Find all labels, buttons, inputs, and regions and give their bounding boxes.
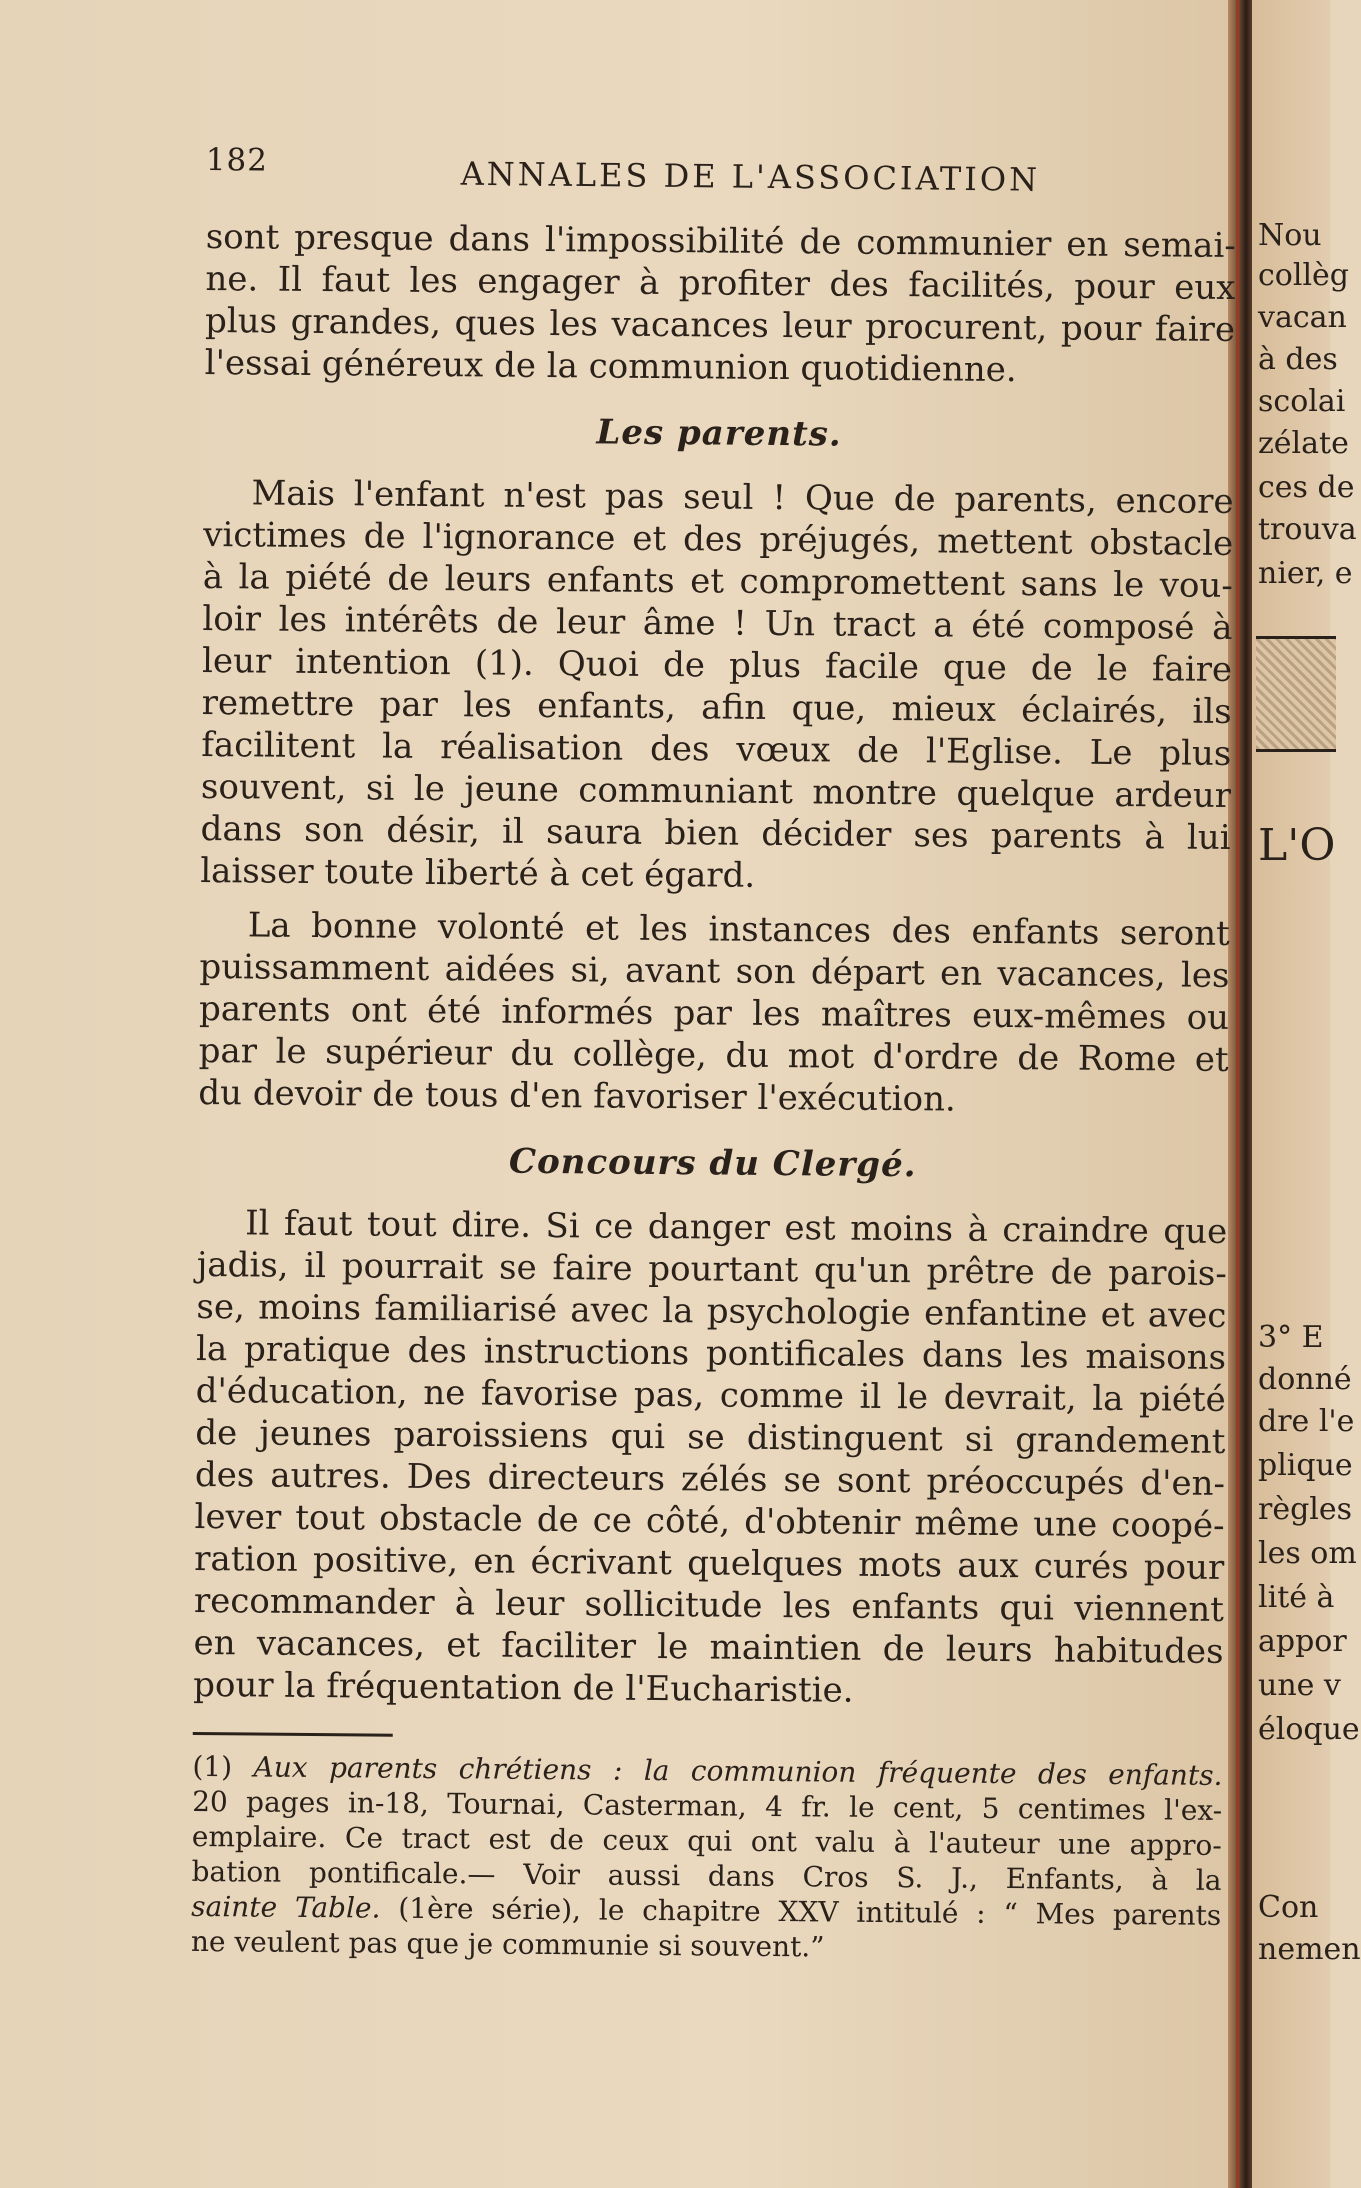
facing-page-fragment: plique xyxy=(1258,1448,1353,1483)
text-line: facilitent la réalisation des vœux de l'Eglise. Le plus xyxy=(201,724,1232,774)
facing-page-fragment: trouva xyxy=(1258,512,1357,547)
text-line: ne. Il faut les engager à profiter des facilités, pour eux xyxy=(205,258,1236,308)
text-line: ration positive, en écrivant quelques mots aux curés pour xyxy=(194,1538,1225,1588)
facing-page-fragment: une v xyxy=(1258,1668,1341,1703)
text-line: victimes de l'ignorance et des préjugés, mettent obstacle xyxy=(203,514,1234,564)
facing-page-fragment: donné xyxy=(1258,1362,1352,1397)
section-heading-parents: Les parents. xyxy=(596,412,842,455)
text-line: des autres. Des directeurs zélés se sont préoccupés d'en- xyxy=(194,1454,1226,1504)
facing-page-fragment: éloque xyxy=(1258,1712,1360,1747)
running-head: ANNALES DE L'ASSOCIATION xyxy=(460,154,1041,199)
paragraph-1 xyxy=(205,216,1236,393)
footnote-line: (1) Aux parents chrétiens : la communion fréquente des enfants. xyxy=(192,1749,1223,1792)
text-line: remettre par les enfants, afin que, mieux éclairés, ils xyxy=(201,682,1232,732)
facing-page-fragment: dre l'e xyxy=(1258,1404,1355,1439)
text-line: par le supérieur du collège, du mot d'ordre de Rome et xyxy=(198,1030,1229,1080)
facing-page-fragment: 3° E xyxy=(1258,1320,1324,1355)
text-line: souvent, si le jeune communiant montre quelque ardeur xyxy=(200,766,1232,816)
text-line: recommander à leur sollicitude les enfants qui viennent xyxy=(193,1580,1225,1630)
page-header xyxy=(205,142,1215,203)
footnote xyxy=(191,1749,1223,1968)
text-line: plus grandes, ques les vacances leur procurent, pour faire xyxy=(204,300,1236,350)
footnote-rule xyxy=(193,1732,393,1737)
footnote-line: ne veulent pas que je communie si souvent.” xyxy=(190,1924,825,1964)
text-line: à la piété de leurs enfants et compromettent sans le vou- xyxy=(202,556,1233,606)
facing-page-fragment: lité à xyxy=(1258,1580,1335,1615)
facing-page-fragment: à des xyxy=(1258,342,1338,377)
facing-page-fragment: nier, e xyxy=(1258,556,1353,591)
facing-page-fragment: Con xyxy=(1258,1890,1319,1925)
facing-page-fragment: vacan xyxy=(1258,300,1347,335)
text-line: la pratique des instructions pontificales dans les maisons xyxy=(195,1328,1227,1378)
facing-page-fragment: collèg xyxy=(1258,258,1350,293)
paragraph-2 xyxy=(200,472,1234,901)
paragraph-3 xyxy=(198,904,1230,1123)
text-line: pour la fréquentation de l'Eucharistie. xyxy=(193,1664,854,1711)
text-line: loir les intérêts de leur âme ! Un tract a été composé à xyxy=(202,598,1233,648)
facing-page-fragment: L'O xyxy=(1258,820,1336,871)
text-line: en vacances, et faciliter le maintien de leurs habitudes xyxy=(193,1622,1224,1672)
text-line: La bonne volonté et les instances des enfants seront xyxy=(247,905,1230,954)
facing-page-fragment: nemen xyxy=(1258,1932,1361,1967)
text-line: laisser toute liberté à cet égard. xyxy=(200,850,756,896)
text-line: de jeunes paroissiens qui se distinguent si grandement xyxy=(195,1412,1226,1462)
section-heading-clergy: Concours du Clergé. xyxy=(508,1141,917,1186)
footnote-line: 20 pages in-18, Tournai, Casterman, 4 fr. le cent, 5 centimes l'ex- xyxy=(192,1784,1223,1827)
facing-page-fragment: Nou xyxy=(1258,218,1322,253)
gutter-line xyxy=(1236,0,1239,2188)
text-line: du devoir de tous d'en favoriser l'exécution. xyxy=(198,1072,956,1120)
page-number: 182 xyxy=(205,142,269,179)
facing-page-fragment: zélate xyxy=(1258,426,1349,461)
text-line: sont presque dans l'impossibilité de communier en semai- xyxy=(205,216,1236,266)
footnote-line: sainte Table. (1ère série), le chapitre XXV intitulé : “ Mes parents xyxy=(191,1889,1222,1932)
footnote-line: emplaire. Ce tract est de ceux qui ont valu à l'auteur une appro- xyxy=(191,1819,1222,1862)
text-line: se, moins familiarisé avec la psychologie enfantine et avec xyxy=(196,1286,1227,1336)
facing-page-fragment: les om xyxy=(1258,1536,1357,1571)
facing-page-fragment: appor xyxy=(1258,1624,1347,1659)
text-line: leur intention (1). Quoi de plus facile que de le faire xyxy=(201,640,1233,690)
text-line: Mais l'enfant n'est pas seul ! Que de parents, encore xyxy=(251,473,1234,522)
text-line: jadis, il pourrait se faire pourtant qu'un prêtre de parois- xyxy=(196,1244,1227,1294)
text-line: dans son désir, il saura bien décider ses parents à lui xyxy=(200,808,1231,858)
text-line: d'éducation, ne favorise pas, comme il le devrait, la piété xyxy=(195,1370,1226,1420)
text-line: Il faut tout dire. Si ce danger est moins à craindre que xyxy=(245,1203,1228,1252)
facing-page-fragment: ces de xyxy=(1258,470,1355,505)
paragraph-4 xyxy=(193,1202,1227,1715)
body-text xyxy=(191,216,1236,1968)
facing-page-ornament xyxy=(1256,636,1336,752)
text-line: puissamment aidées si, avant son départ en vacances, les xyxy=(199,946,1230,996)
text-line: l'essai généreux de la communion quotidienne. xyxy=(204,342,1017,391)
facing-page-fragment: scolai xyxy=(1258,384,1346,419)
text-line: parents ont été informés par les maîtres eux-mêmes ou xyxy=(198,988,1230,1038)
footnote-line: bation pontificale.— Voir aussi dans Cros S. J., Enfants, à la xyxy=(191,1854,1222,1897)
facing-page-fragment: règles xyxy=(1258,1492,1353,1527)
text-line: lever tout obstacle de ce côté, d'obtenir même une coopé- xyxy=(194,1496,1225,1546)
